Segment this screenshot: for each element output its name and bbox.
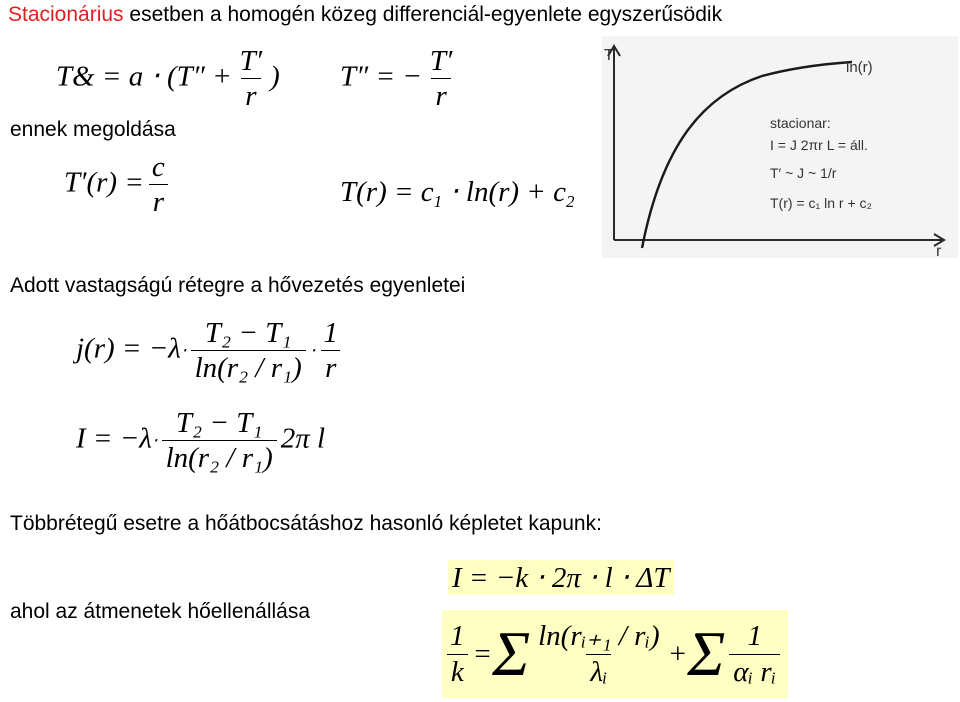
k-fnum: ln(rᵢ₊₁ / rᵢ) [538, 620, 660, 653]
i-fraction [162, 408, 277, 474]
eq2-lhs: T″ = − [340, 60, 422, 93]
equation-multilayer-flow: I = −k ⋅ 2π ⋅ l ⋅ ΔT [448, 560, 674, 595]
eq2-num: T′ [429, 45, 453, 77]
k-fraction-3 [729, 621, 780, 687]
eq1-lhs: T& = a ⋅ (T″ + [56, 60, 232, 93]
eq3-fraction [148, 152, 169, 218]
k-fden: λᵢ [586, 654, 611, 687]
sketch-note-4: T(r) = c₁ ln r + c₂ [770, 195, 872, 211]
eq3-lhs: T′(r) = [64, 166, 144, 199]
k-fraction-2 [534, 621, 664, 687]
eq4-sub2: 2 [566, 192, 575, 211]
j-dot2: ⋅ [309, 340, 316, 361]
text-tobbretegu: Többrétegű esetre a hőátbocsátáshoz hasonló képletet kapunk: [10, 512, 602, 535]
sum-sign-1: Σ [492, 618, 531, 689]
page-title [8, 3, 722, 27]
eq4-main: T(r) = c [340, 176, 434, 208]
j-fraction2 [320, 318, 343, 384]
i-num: T₂ − T₁ [175, 407, 263, 439]
equation-solution-derivative [64, 152, 173, 218]
eq2-fraction [426, 46, 456, 112]
j-den2: r [321, 350, 340, 383]
i-rest: 2π l [280, 422, 326, 455]
equation-heat-flow [76, 408, 325, 474]
text-ahol: ahol az átmenetek hőellenállása [10, 600, 311, 623]
j-num: T₂ − T₁ [204, 317, 292, 349]
eq1-num: T′ [239, 45, 263, 77]
text-adott: Adott vastagságú rétegre a hővezetés egyenletei [10, 274, 466, 297]
j-num2: 1 [323, 317, 338, 349]
eq4-rest: ⋅ ln(r) + c [442, 176, 566, 208]
k-den: k [447, 654, 468, 687]
k-den3: αᵢ rᵢ [729, 654, 780, 687]
eq2-den: r [431, 78, 450, 111]
i-lhs: I = −λ [76, 422, 152, 455]
sketch-note-2: I = J 2πr L = áll. [770, 137, 868, 153]
k-fraction [446, 621, 469, 687]
title-rest: esetben a homogén közeg differenciál-egyenlete egyszerűsödik [123, 3, 723, 26]
eq4-sub: 1 [433, 192, 443, 211]
i-den: ln(r₂ / r₁) [162, 440, 277, 473]
text-ennek: ennek megoldása [10, 118, 176, 141]
sketch-axis-t: T [604, 47, 614, 64]
equation-flux-density [76, 318, 346, 384]
equation-resistance [442, 610, 788, 698]
title-highlight: Stacionárius [8, 3, 124, 26]
eq1-close: ) [270, 60, 280, 93]
equation-heat-2 [340, 46, 460, 112]
j-lhs: j(r) = −λ [76, 332, 181, 365]
equation-solution [340, 174, 575, 209]
j-fraction [191, 318, 306, 384]
handwritten-sketch [602, 36, 958, 258]
k-num3: 1 [747, 620, 763, 653]
k-equals: = [472, 637, 493, 670]
eq3-num: c [151, 151, 165, 183]
sketch-curve-label: ln(r) [846, 59, 873, 76]
sketch-note-1: stacionar: [770, 115, 831, 131]
i-dot: ⋅ [151, 430, 158, 451]
equation-heat-1 [56, 46, 280, 112]
j-den: ln(r₂ / r₁) [191, 350, 306, 383]
k-num: 1 [450, 620, 465, 653]
eq1-fraction [236, 46, 266, 112]
k-plus: + [667, 637, 688, 670]
eq3-den: r [149, 184, 168, 217]
sketch-axis-r: r [936, 243, 942, 258]
eq1-den: r [241, 78, 260, 111]
sketch-note-3: T′ ~ J ~ 1/r [770, 165, 837, 181]
sum-sign-2: Σ [687, 618, 726, 689]
j-dot: ⋅ [180, 340, 187, 361]
